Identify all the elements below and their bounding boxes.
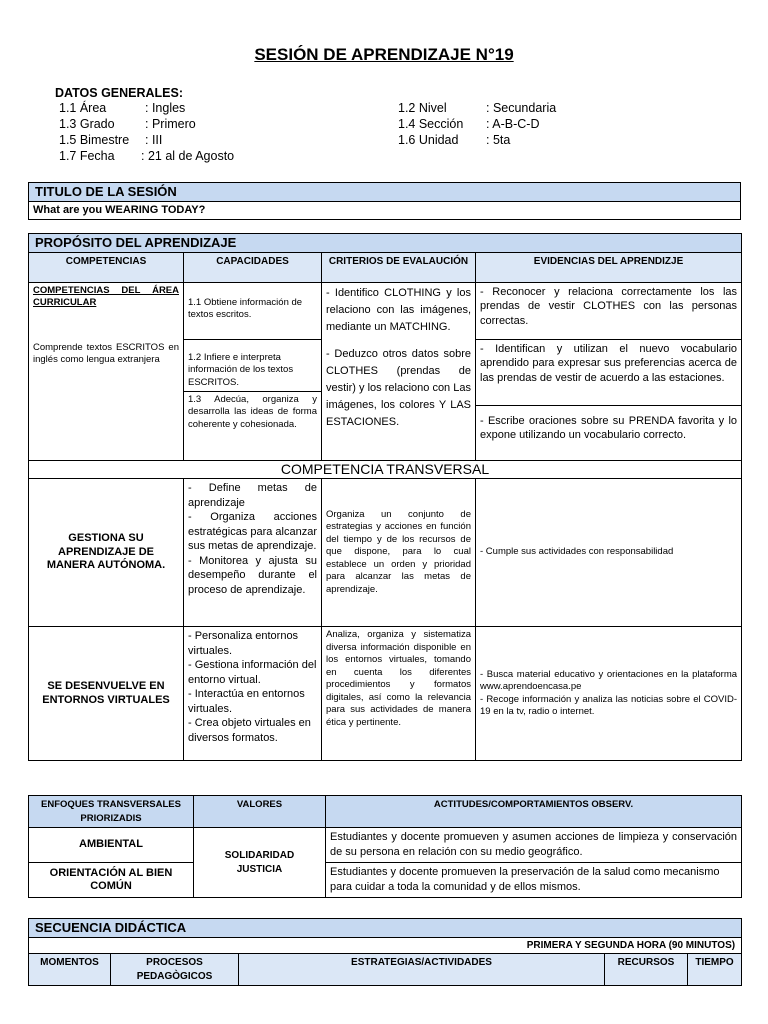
transversal-ev-1: - Cumple sus actividades con responsabilidad bbox=[476, 479, 742, 627]
bimestre-value: : III bbox=[145, 133, 163, 147]
proposito-table bbox=[28, 233, 742, 761]
proposito-label: PROPÓSITO DEL APRENDIZAJE bbox=[29, 234, 742, 253]
criterios-cell bbox=[322, 282, 476, 460]
session-title-table bbox=[28, 182, 741, 220]
col-estrategias: ESTRATEGIAS/ACTIVIDADES bbox=[239, 954, 605, 986]
col-tiempo: TIEMPO bbox=[688, 954, 742, 986]
valores-cell: SOLIDARIDAD JUSTICIA bbox=[194, 828, 326, 898]
evidencia-2: - Identifican y utilizan el nuevo vocabulario aprendido para expresar sus preferencias acerca de las prendas de vestir de acuerdo a las estaciones. bbox=[476, 339, 741, 405]
actitud-2: Estudiantes y docente promueven la preservación de la salud como mecanismo para cuidar a toda la comunidad y de ellos mismos. bbox=[326, 863, 742, 898]
grado-label: 1.3 Grado bbox=[59, 117, 115, 131]
col-actitudes: ACTITUDES/COMPORTAMIENTOS OBSERV. bbox=[326, 796, 742, 828]
session-title-label: TITULO DE LA SESIÓN bbox=[29, 183, 741, 202]
area-value: : Ingles bbox=[145, 101, 186, 115]
nivel-label: 1.2 Nivel bbox=[398, 101, 447, 115]
col-competencias: COMPETENCIAS bbox=[29, 252, 184, 282]
transversal-crit-1: Organiza un conjunto de estrategias y acciones en función del tiempo y de los recursos de que dispone, para lo cual establece un orden y prioridad para alcanzar las metas de aprendizaje. bbox=[322, 479, 476, 627]
col-momentos: MOMENTOS bbox=[29, 954, 111, 986]
col-evidencias: EVIDENCIAS DEL APRENDIZJE bbox=[476, 252, 742, 282]
enfoque-ambiental: AMBIENTAL bbox=[29, 828, 194, 863]
col-procesos: PROCESOS PEDAGÒGICOS bbox=[111, 954, 239, 986]
fecha-label: 1.7 Fecha bbox=[59, 149, 115, 163]
transversal-cap-2: - Personaliza entornos virtuales. - Gestiona información del entorno virtual. - Interactúa en entornos virtuales. - Crea objeto virtuales en diversos formatos. bbox=[184, 627, 322, 761]
capacidad-2: 1.2 Infiere e interpreta información de los textos ESCRITOS. bbox=[184, 339, 321, 391]
col-recursos: RECURSOS bbox=[605, 954, 688, 986]
grado-value: : Primero bbox=[145, 117, 196, 131]
capacidad-1: 1.1 Obtiene información de textos escritos. bbox=[188, 296, 303, 320]
transversal-comp-1: GESTIONA SU APRENDIZAJE DE MANERA AUTÓNOMA. bbox=[29, 479, 184, 627]
transversal-crit-2: Analiza, organiza y sistematiza diversa información disponible en los entornos virtuales, tomando en cuenta los diferentes procedimientos y formatos digitales, así como la relevancia para sus actividades de manera ética y pertinente. bbox=[322, 627, 476, 761]
col-criterios: CRITERIOS DE EVALAUCIÓN bbox=[322, 252, 476, 282]
unidad-label: 1.6 Unidad bbox=[398, 133, 459, 147]
transversal-ev-2: - Busca material educativo y orientaciones en la plataforma www.aprendoencasa.pe - Recoge información y analiza las noticias sobre el COVID-19 en la tv, radio o internet. bbox=[476, 627, 742, 761]
enfoque-bien-comun: ORIENTACIÓN AL BIEN COMÚN bbox=[29, 863, 194, 898]
evidencia-1: - Reconocer y relaciona correctamente los las prendas de vestir CLOTHES con las personas correctas. bbox=[480, 285, 738, 327]
secuencia-label: SECUENCIA DIDÁCTICA bbox=[29, 919, 742, 938]
nivel-value: : Secundaria bbox=[486, 101, 557, 115]
transversal-label: COMPETENCIA TRANSVERSAL bbox=[29, 460, 742, 479]
secuencia-table bbox=[28, 918, 742, 986]
seccion-label: 1.4 Sección bbox=[398, 117, 464, 131]
enfoques-table bbox=[28, 795, 742, 898]
competencia-area-heading: COMPETENCIAS DEL ÁREA CURRICULAR bbox=[33, 284, 179, 308]
col-enfoques: ENFOQUES TRANSVERSALES PRIORIZADIS bbox=[29, 796, 194, 828]
session-title-value: What are you WEARING TODAY? bbox=[29, 201, 741, 220]
actitud-1: Estudiantes y docente promueven y asumen acciones de limpieza y conservación de su persona en relación con su medio geográfico. bbox=[326, 828, 742, 863]
capacidades-cell bbox=[184, 282, 322, 460]
bimestre-label: 1.5 Bimestre bbox=[59, 133, 130, 147]
general-heading: DATOS GENERALES: bbox=[55, 86, 184, 100]
criterio-2: - Deduzco otros datos sobre CLOTHES (prendas de vestir) y los relaciono con Las imágenes, los colores Y LAS ESTACIONES. bbox=[326, 347, 471, 428]
secuencia-hora: PRIMERA Y SEGUNDA HORA (90 MINUTOS) bbox=[29, 937, 742, 954]
col-valores: VALORES bbox=[194, 796, 326, 828]
competencia-area bbox=[29, 282, 184, 460]
seccion-value: : A-B-C-D bbox=[486, 117, 540, 131]
capacidad-3: 1.3 Adecúa, organiza y desarrolla las ideas de forma coherente y cohesionada. bbox=[184, 391, 321, 434]
competencia-area-text: Comprende textos ESCRITOS en inglés como lengua extranjera bbox=[33, 341, 179, 365]
fecha-value: : 21 al de Agosto bbox=[141, 149, 235, 163]
evidencia-3: - Escribe oraciones sobre su PRENDA favorita y lo expone utilizando un vocabulario correcto. bbox=[476, 405, 741, 445]
transversal-comp-2: SE DESENVUELVE EN ENTORNOS VIRTUALES bbox=[29, 627, 184, 761]
criterio-1: - Identifico CLOTHING y los relaciono con las imágenes, mediante un MATCHING. bbox=[326, 286, 471, 333]
col-capacidades: CAPACIDADES bbox=[184, 252, 322, 282]
unidad-value: : 5ta bbox=[486, 133, 511, 147]
evidencias-cell bbox=[476, 282, 742, 460]
page-title: SESIÓN DE APRENDIZAJE N°19 bbox=[254, 45, 514, 64]
transversal-cap-1: - Define metas de aprendizaje - Organiza acciones estratégicas para alcanzar sus metas de aprendizaje. - Monitorea y ajusta su desempeño durante el proceso de aprendizaje. bbox=[184, 479, 322, 627]
area-label: 1.1 Área bbox=[59, 101, 107, 115]
